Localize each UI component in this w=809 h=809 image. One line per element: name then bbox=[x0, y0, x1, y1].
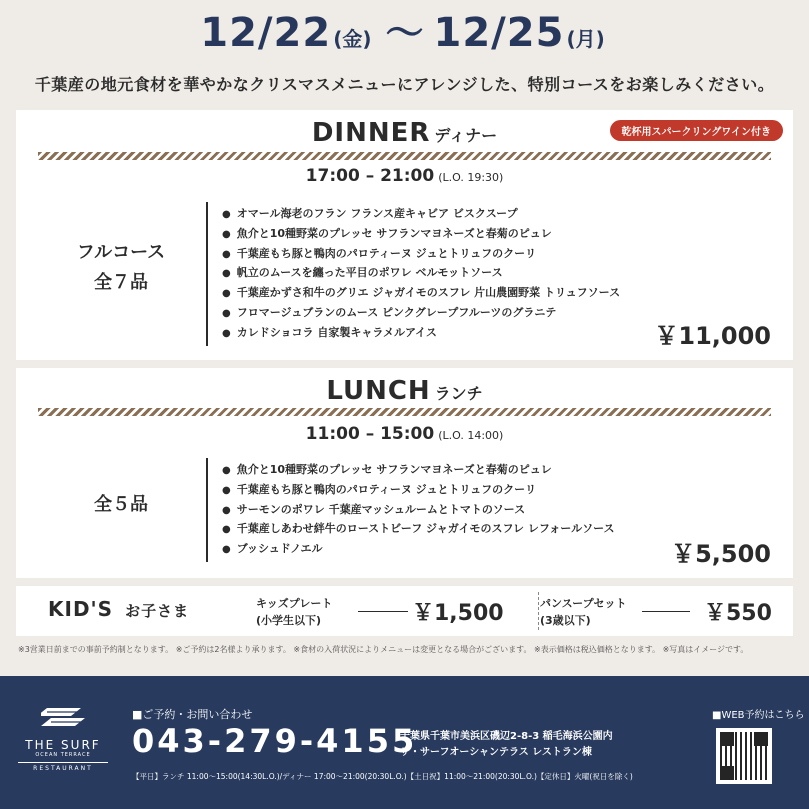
kids-plate-note: (小学生以下) bbox=[256, 614, 322, 627]
contact-label: ■ご予約・お問い合わせ bbox=[132, 708, 253, 721]
kids-title-en: KID'S bbox=[48, 597, 114, 621]
date-range bbox=[0, 2, 809, 56]
lunch-section bbox=[16, 368, 793, 578]
footer bbox=[0, 676, 809, 809]
kids-plate-leader-line bbox=[358, 611, 408, 612]
footnotes: ※3営業日前までの事前予約制となります。 ※ご予約は2名様より承ります。 ※食材の入荷状況によりメニューは変更となる場合がございます。 ※表示価格は税込価格となります。 ※写真はイメージです。 bbox=[18, 645, 749, 654]
dinner-vertical-line bbox=[206, 202, 208, 346]
kids-section bbox=[16, 586, 793, 636]
kids-plate bbox=[256, 595, 332, 629]
logo-restaurant: RESTAURANT bbox=[18, 762, 108, 772]
dinner-section bbox=[16, 110, 793, 360]
kids-plate-name: キッズプレート bbox=[256, 597, 333, 610]
dinner-title-en: DINNER bbox=[311, 118, 431, 148]
lunch-course-count: 全５品 bbox=[94, 494, 148, 515]
web-reservation-label: ■WEB予約はこちら bbox=[712, 710, 805, 721]
address-line-2: ザ・サーフオーシャンテラス レストラン棟 bbox=[400, 747, 592, 758]
kids-soup-price: ￥550 bbox=[704, 601, 772, 626]
dinner-title-jp: ディナー bbox=[434, 126, 498, 145]
kids-soup-note: (3歳以下) bbox=[540, 614, 591, 627]
list-item: ● 魚介と10種野菜のプレッセ サフランマヨネーズと春菊のピュレ bbox=[222, 460, 615, 480]
kids-soup-name: パンスープセット bbox=[540, 597, 627, 610]
dinner-price: ￥11,000 bbox=[654, 322, 771, 350]
dinner-course-label bbox=[46, 238, 196, 298]
list-item: ● 千葉産もち豚と鴨肉のパロティーヌ ジュとトリュフのクーリ bbox=[222, 244, 620, 264]
sparkling-wine-badge: 乾杯用スパークリングワイン付き bbox=[610, 120, 784, 141]
end-date: 12/25 bbox=[433, 10, 565, 56]
list-item: ● 千葉産もち豚と鴨肉のパロティーヌ ジュとトリュフのクーリ bbox=[222, 480, 615, 500]
kids-plate-price: ￥1,500 bbox=[412, 601, 504, 626]
lunch-price: ￥5,500 bbox=[671, 540, 771, 568]
end-day-of-week: (月) bbox=[566, 27, 605, 51]
lunch-hours-time: 11:00 – 15:00 bbox=[305, 424, 435, 444]
list-item: ● ブッシュドノエル bbox=[222, 539, 615, 559]
business-hours: 【平日】ランチ 11:00〜15:00(14:30L.O.)/ディナー 17:00〜21:00(20:30L.O.)【土日祝】11:00〜21:00(20:30L.O.)【定休日】火曜(祝日を除く) bbox=[132, 772, 633, 781]
the-surf-logo bbox=[18, 706, 108, 772]
dinner-menu-list bbox=[222, 204, 620, 343]
list-item: ● カレドショコラ 自家製キャラメルアイス bbox=[222, 323, 620, 343]
dinner-stripe-divider bbox=[38, 152, 771, 160]
start-day-of-week: (金) bbox=[333, 27, 372, 51]
lunch-title-jp: ランチ bbox=[434, 384, 483, 403]
wave-logo-icon bbox=[41, 706, 85, 732]
date-tilde: 〜 bbox=[385, 11, 424, 55]
address-line-1: 千葉県千葉市美浜区磯辺2-8-3 稲毛海浜公園内 bbox=[400, 731, 613, 742]
kids-title-jp: お子さま bbox=[125, 602, 190, 620]
list-item: ● サーモンのポワレ 千葉産マッシュルームとトマトのソース bbox=[222, 500, 615, 520]
lunch-hours bbox=[16, 424, 793, 444]
intro-text: 千葉産の地元食材を華やかなクリスマスメニューにアレンジした、特別コースをお楽しみください。 bbox=[34, 75, 775, 94]
kids-soup-leader-line bbox=[642, 611, 690, 612]
lunch-vertical-line bbox=[206, 458, 208, 562]
dinner-last-order: (L.O. 19:30) bbox=[438, 171, 504, 184]
dinner-hours bbox=[16, 166, 793, 186]
kids-divider bbox=[538, 592, 539, 630]
lunch-title-en: LUNCH bbox=[326, 376, 431, 406]
address bbox=[400, 729, 613, 761]
lunch-title bbox=[16, 376, 793, 406]
list-item: ● 魚介と10種野菜のプレッセ サフランマヨネーズと春菊のピュレ bbox=[222, 224, 620, 244]
qr-code-icon[interactable] bbox=[716, 728, 772, 784]
lunch-last-order: (L.O. 14:00) bbox=[438, 429, 504, 442]
kids-title bbox=[48, 597, 189, 621]
kids-soup-set bbox=[540, 595, 626, 629]
list-item: ● 帆立のムースを纏った平目のポワレ ベルモットソース bbox=[222, 263, 620, 283]
dinner-hours-time: 17:00 – 21:00 bbox=[305, 166, 435, 186]
lunch-menu-list bbox=[222, 460, 615, 559]
list-item: ● 千葉産しあわせ絆牛のローストビーフ ジャガイモのスフレ レフォールソース bbox=[222, 519, 615, 539]
lunch-course-label bbox=[46, 490, 196, 520]
dinner-course-type: フルコース bbox=[76, 242, 166, 263]
logo-name: THE SURF bbox=[25, 738, 101, 752]
lunch-stripe-divider bbox=[38, 408, 771, 416]
list-item: ● フロマージュブランのムース ピンクグレープフルーツのグラニテ bbox=[222, 303, 620, 323]
list-item: ● オマール海老のフラン フランス産キャビア ビスクスープ bbox=[222, 204, 620, 224]
start-date: 12/22 bbox=[200, 10, 332, 56]
phone-number[interactable]: 043-279-4155 bbox=[132, 722, 418, 760]
logo-subtitle: OCEAN TERRACE bbox=[35, 752, 91, 758]
list-item: ● 千葉産かずさ和牛のグリエ ジャガイモのスフレ 片山農園野菜 トリュフソース bbox=[222, 283, 620, 303]
dinner-course-count: 全７品 bbox=[94, 272, 148, 293]
